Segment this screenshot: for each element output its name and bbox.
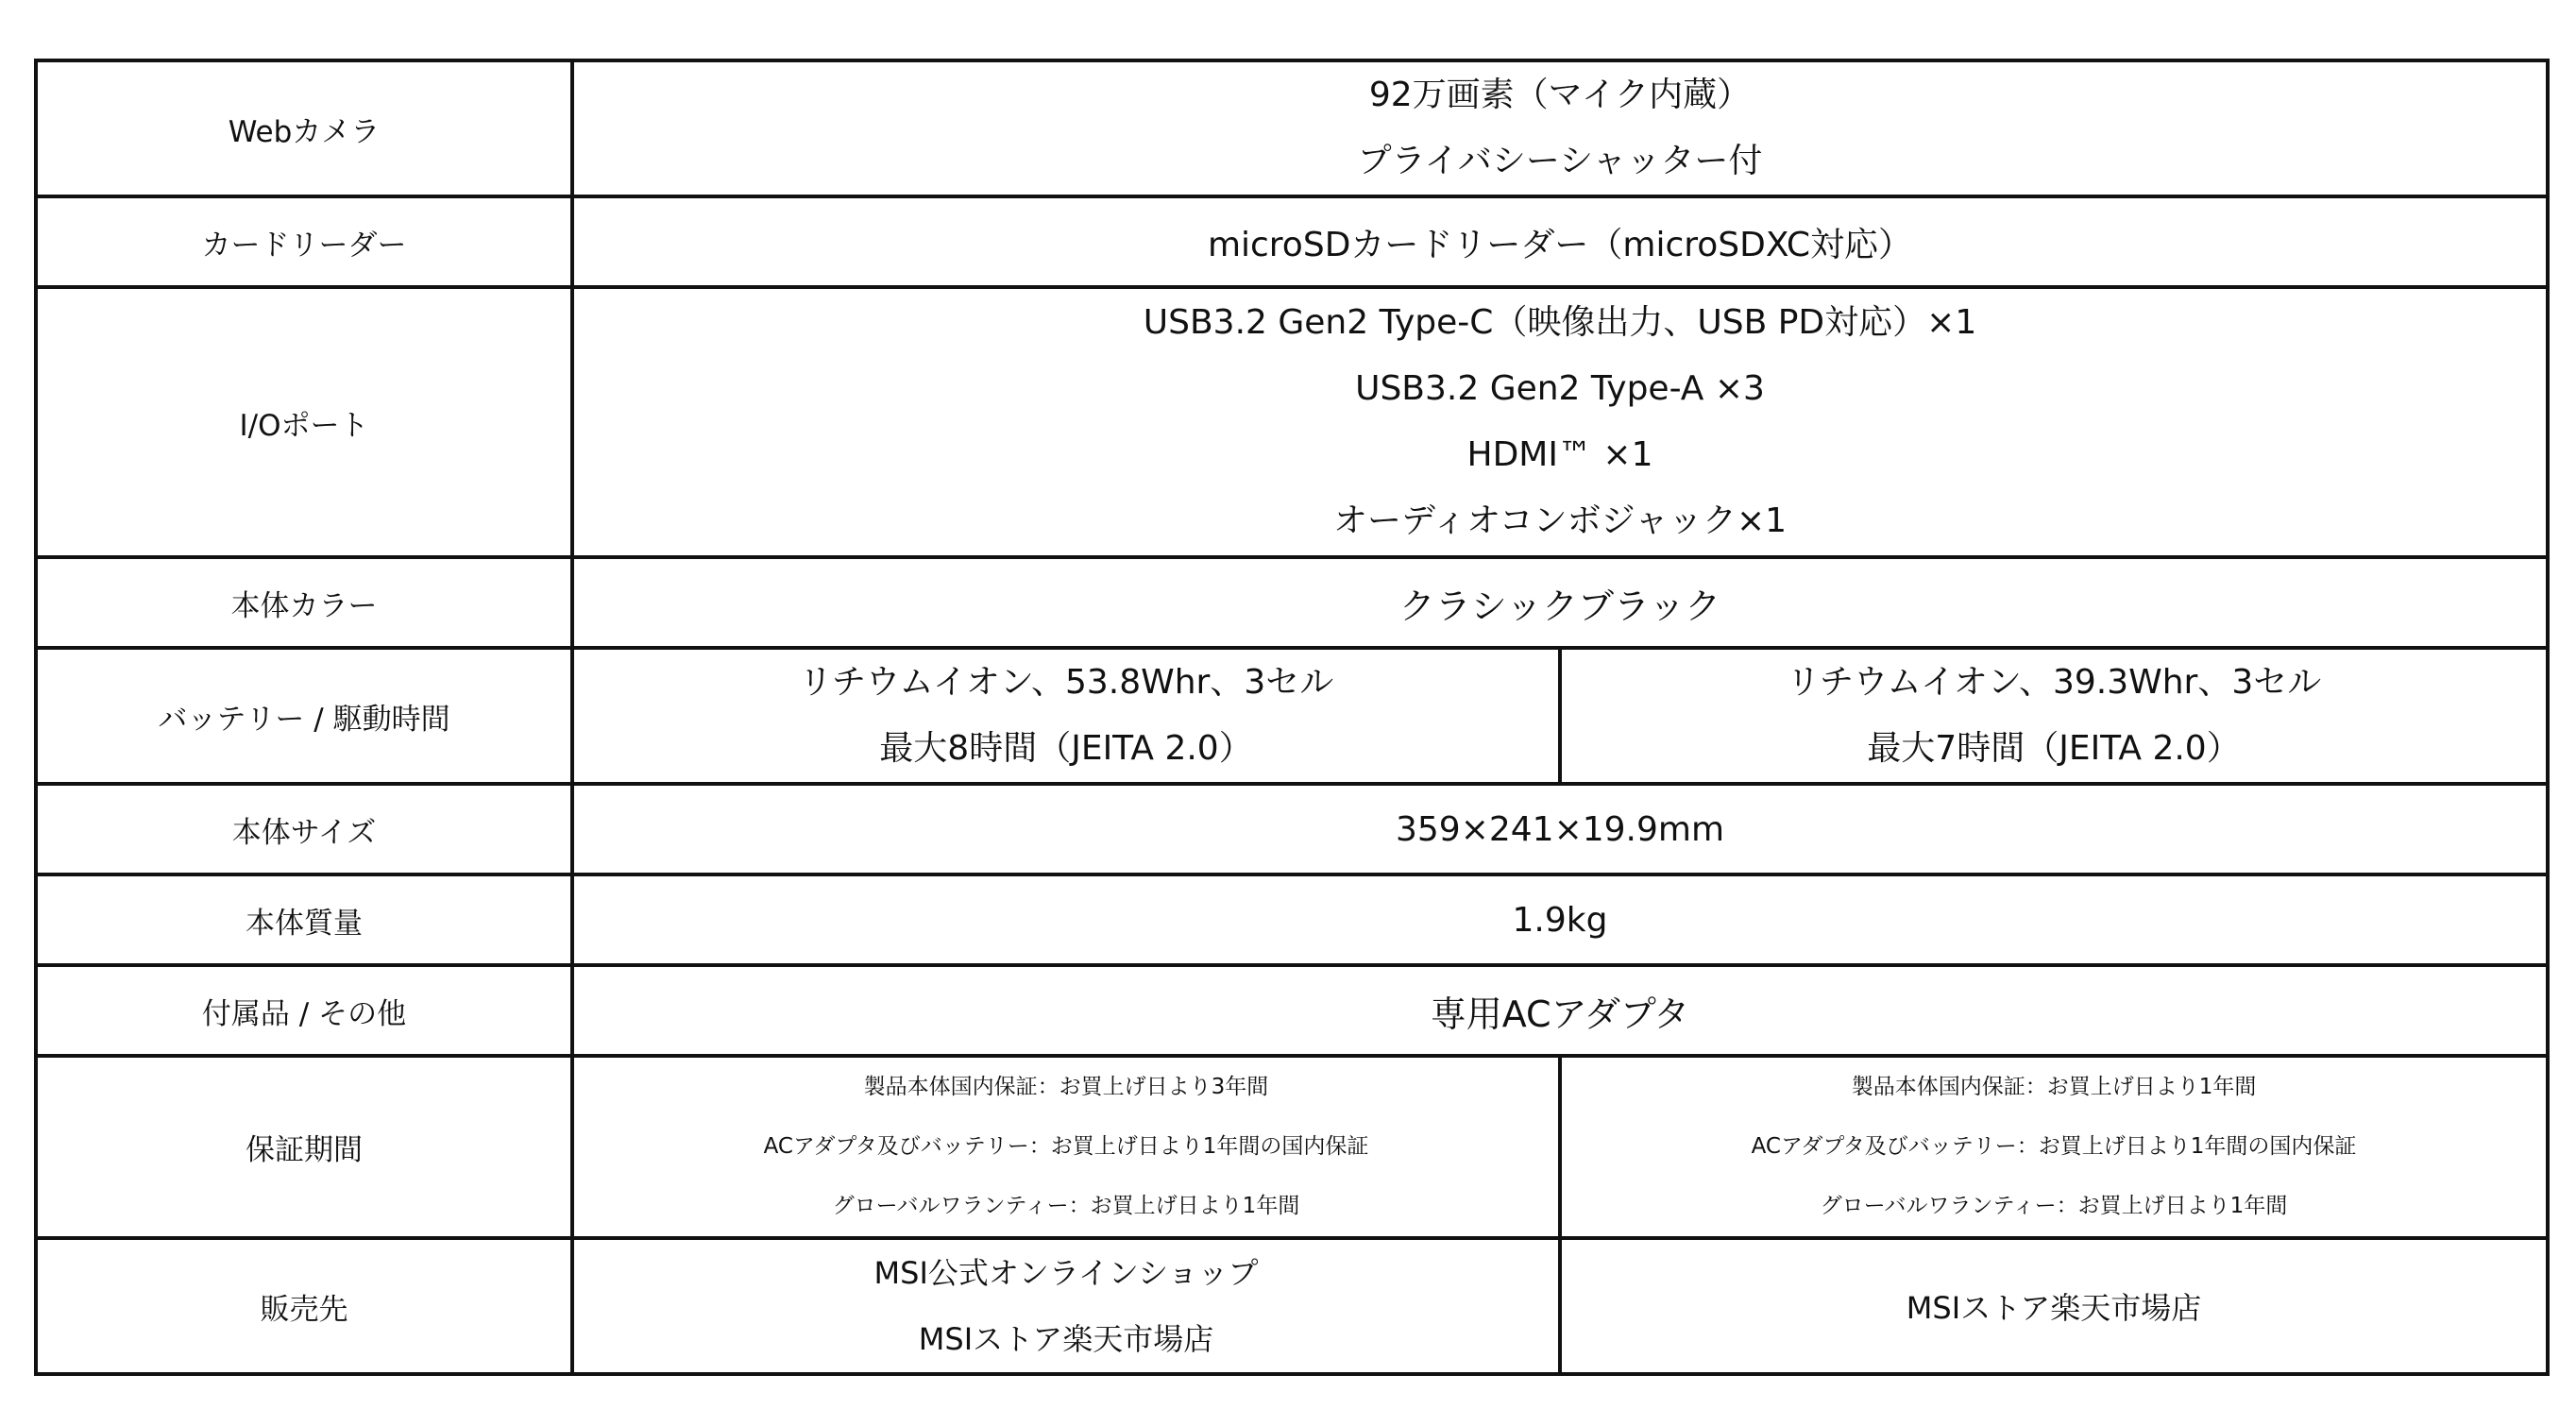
webcam-value	[572, 60, 2548, 196]
battery-left-line-1: リチウムイオン、53.8Whr、3セル	[798, 663, 1334, 702]
warranty-left-line-3: グローバルワランティー：お買上げ日より1年間	[832, 1194, 1300, 1218]
io-port-line: オーディオコンボジャック×1	[1332, 501, 1788, 540]
row-color	[36, 557, 2548, 648]
battery-value-right	[1560, 648, 2548, 784]
io-port-line: USB3.2 Gen2 Type-C（映像出力、USB PD対応）×1	[1143, 303, 1977, 342]
row-battery	[36, 648, 2548, 784]
card-reader-value: microSDカードリーダー（microSDXC対応）	[572, 196, 2548, 287]
warranty-value-right	[1560, 1056, 2548, 1238]
webcam-line-2: プライバシーシャッター付	[1357, 142, 1763, 180]
io-ports-label: I/Oポート	[36, 287, 572, 557]
spec-table	[34, 59, 2550, 1376]
sales-left-line-1: MSI公式オンラインショップ	[873, 1255, 1259, 1291]
weight-value: 1.9kg	[572, 874, 2548, 965]
row-warranty	[36, 1056, 2548, 1238]
size-label: 本体サイズ	[36, 784, 572, 874]
row-io-ports	[36, 287, 2548, 557]
battery-left-line-2: 最大8時間（JEITA 2.0）	[879, 729, 1253, 768]
sales-value-left	[572, 1238, 1560, 1374]
color-label: 本体カラー	[36, 557, 572, 648]
accessories-value: 専用ACアダプタ	[572, 965, 2548, 1056]
warranty-left-line-1: 製品本体国内保証：お買上げ日より3年間	[863, 1075, 1269, 1099]
card-reader-label: カードリーダー	[36, 196, 572, 287]
row-size	[36, 784, 2548, 874]
sales-value-right: MSIストア楽天市場店	[1560, 1238, 2548, 1374]
warranty-value-left	[572, 1056, 1560, 1238]
row-card-reader	[36, 196, 2548, 287]
battery-right-line-1: リチウムイオン、39.3Whr、3セル	[1786, 663, 2322, 702]
io-ports-value	[572, 287, 2548, 557]
io-port-line: USB3.2 Gen2 Type-A ×3	[1355, 369, 1765, 408]
row-webcam	[36, 60, 2548, 196]
warranty-right-line-2: ACアダプタ及びバッテリー：お買上げ日より1年間の国内保証	[1751, 1134, 2357, 1159]
warranty-right-line-1: 製品本体国内保証：お買上げ日より1年間	[1851, 1075, 2257, 1099]
warranty-label: 保証期間	[36, 1056, 572, 1238]
webcam-label: Webカメラ	[36, 60, 572, 196]
warranty-left-line-2: ACアダプタ及びバッテリー：お買上げ日より1年間の国内保証	[763, 1134, 1369, 1159]
row-weight	[36, 874, 2548, 965]
webcam-line-1: 92万画素（マイク内蔵）	[1368, 76, 1752, 114]
battery-right-line-2: 最大7時間（JEITA 2.0）	[1867, 729, 2241, 768]
warranty-right-line-3: グローバルワランティー：お買上げ日より1年間	[1820, 1194, 2288, 1218]
battery-value-left	[572, 648, 1560, 784]
accessories-label: 付属品 / その他	[36, 965, 572, 1056]
sales-left-line-2: MSIストア楽天市場店	[918, 1321, 1214, 1357]
battery-label: バッテリー / 駆動時間	[36, 648, 572, 784]
row-sales	[36, 1238, 2548, 1374]
row-accessories	[36, 965, 2548, 1056]
size-value: 359×241×19.9mm	[572, 784, 2548, 874]
sales-label: 販売先	[36, 1238, 572, 1374]
color-value: クラシックブラック	[572, 557, 2548, 648]
weight-label: 本体質量	[36, 874, 572, 965]
io-port-line: HDMI™ ×1	[1466, 435, 1653, 474]
